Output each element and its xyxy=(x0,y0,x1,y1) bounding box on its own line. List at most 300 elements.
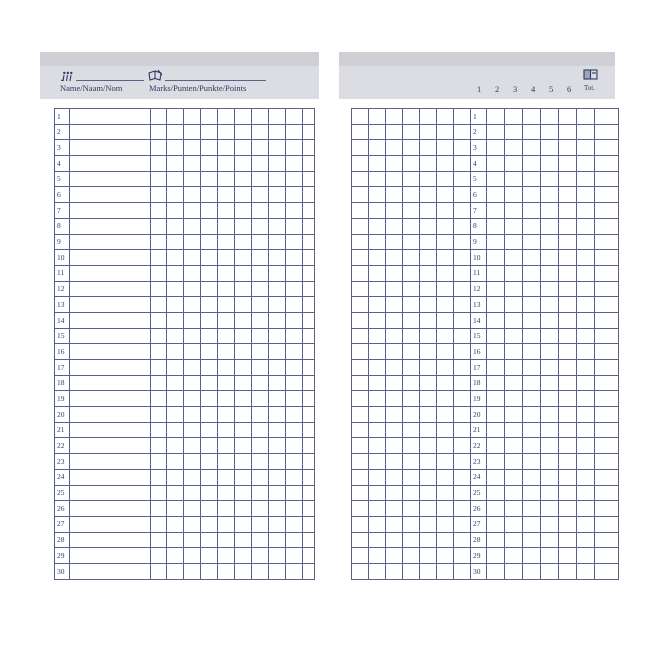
mark-cell[interactable] xyxy=(420,328,437,344)
mark-cell[interactable] xyxy=(437,140,454,156)
mark-cell[interactable] xyxy=(151,501,167,517)
mark-cell[interactable] xyxy=(286,469,303,485)
mark-cell[interactable] xyxy=(252,485,269,501)
mark-cell[interactable] xyxy=(505,187,523,203)
mark-cell[interactable] xyxy=(541,203,559,219)
mark-cell[interactable] xyxy=(487,203,505,219)
mark-cell[interactable] xyxy=(437,375,454,391)
name-cell[interactable] xyxy=(70,156,151,172)
mark-cell[interactable] xyxy=(151,156,167,172)
total-cell[interactable] xyxy=(595,140,619,156)
total-cell[interactable] xyxy=(595,156,619,172)
mark-cell[interactable] xyxy=(218,360,235,376)
mark-cell[interactable] xyxy=(505,501,523,517)
mark-cell[interactable] xyxy=(286,265,303,281)
mark-cell[interactable] xyxy=(252,218,269,234)
mark-cell[interactable] xyxy=(235,156,252,172)
mark-cell[interactable] xyxy=(352,454,369,470)
mark-cell[interactable] xyxy=(403,250,420,266)
mark-cell[interactable] xyxy=(352,203,369,219)
mark-cell[interactable] xyxy=(151,391,167,407)
mark-cell[interactable] xyxy=(541,375,559,391)
mark-cell[interactable] xyxy=(386,407,403,423)
mark-cell[interactable] xyxy=(151,563,167,579)
mark-cell[interactable] xyxy=(487,360,505,376)
mark-cell[interactable] xyxy=(386,438,403,454)
mark-cell[interactable] xyxy=(559,469,577,485)
mark-cell[interactable] xyxy=(218,391,235,407)
mark-cell[interactable] xyxy=(487,312,505,328)
mark-cell[interactable] xyxy=(437,563,454,579)
mark-cell[interactable] xyxy=(252,156,269,172)
mark-cell[interactable] xyxy=(559,344,577,360)
mark-cell[interactable] xyxy=(269,548,286,564)
mark-cell[interactable] xyxy=(487,187,505,203)
mark-cell[interactable] xyxy=(167,375,184,391)
mark-cell[interactable] xyxy=(184,485,201,501)
mark-cell[interactable] xyxy=(269,454,286,470)
mark-cell[interactable] xyxy=(252,281,269,297)
mark-cell[interactable] xyxy=(420,109,437,125)
mark-cell[interactable] xyxy=(577,156,595,172)
total-cell[interactable] xyxy=(595,109,619,125)
mark-cell[interactable] xyxy=(167,328,184,344)
mark-cell[interactable] xyxy=(218,140,235,156)
name-cell[interactable] xyxy=(70,171,151,187)
mark-cell[interactable] xyxy=(369,265,386,281)
mark-cell[interactable] xyxy=(201,156,218,172)
mark-cell[interactable] xyxy=(369,375,386,391)
mark-cell[interactable] xyxy=(403,218,420,234)
name-cell[interactable] xyxy=(70,187,151,203)
mark-cell[interactable] xyxy=(269,469,286,485)
mark-cell[interactable] xyxy=(454,297,471,313)
mark-cell[interactable] xyxy=(559,234,577,250)
mark-cell[interactable] xyxy=(352,391,369,407)
mark-cell[interactable] xyxy=(252,250,269,266)
mark-cell[interactable] xyxy=(437,438,454,454)
mark-cell[interactable] xyxy=(151,234,167,250)
mark-cell[interactable] xyxy=(235,516,252,532)
name-cell[interactable] xyxy=(70,281,151,297)
mark-cell[interactable] xyxy=(403,312,420,328)
mark-cell[interactable] xyxy=(184,454,201,470)
mark-cell[interactable] xyxy=(184,548,201,564)
mark-cell[interactable] xyxy=(151,265,167,281)
mark-cell[interactable] xyxy=(369,203,386,219)
mark-cell[interactable] xyxy=(369,501,386,517)
mark-cell[interactable] xyxy=(523,250,541,266)
mark-cell[interactable] xyxy=(201,187,218,203)
mark-cell[interactable] xyxy=(559,312,577,328)
mark-cell[interactable] xyxy=(352,171,369,187)
mark-cell[interactable] xyxy=(577,391,595,407)
mark-cell[interactable] xyxy=(523,312,541,328)
mark-cell[interactable] xyxy=(559,360,577,376)
mark-cell[interactable] xyxy=(151,281,167,297)
mark-cell[interactable] xyxy=(577,360,595,376)
mark-cell[interactable] xyxy=(269,281,286,297)
mark-cell[interactable] xyxy=(167,438,184,454)
mark-cell[interactable] xyxy=(420,532,437,548)
mark-cell[interactable] xyxy=(577,516,595,532)
mark-cell[interactable] xyxy=(505,265,523,281)
mark-cell[interactable] xyxy=(403,422,420,438)
mark-cell[interactable] xyxy=(437,187,454,203)
mark-cell[interactable] xyxy=(369,532,386,548)
mark-cell[interactable] xyxy=(151,203,167,219)
mark-cell[interactable] xyxy=(505,156,523,172)
mark-cell[interactable] xyxy=(523,454,541,470)
mark-cell[interactable] xyxy=(167,234,184,250)
mark-cell[interactable] xyxy=(487,422,505,438)
mark-cell[interactable] xyxy=(184,281,201,297)
mark-cell[interactable] xyxy=(437,454,454,470)
mark-cell[interactable] xyxy=(577,312,595,328)
mark-cell[interactable] xyxy=(252,140,269,156)
mark-cell[interactable] xyxy=(286,563,303,579)
mark-cell[interactable] xyxy=(420,203,437,219)
mark-cell[interactable] xyxy=(167,156,184,172)
mark-cell[interactable] xyxy=(252,563,269,579)
mark-cell[interactable] xyxy=(437,218,454,234)
mark-cell[interactable] xyxy=(541,438,559,454)
mark-cell[interactable] xyxy=(559,328,577,344)
total-cell[interactable] xyxy=(595,375,619,391)
mark-cell[interactable] xyxy=(369,156,386,172)
mark-cell[interactable] xyxy=(437,281,454,297)
mark-cell[interactable] xyxy=(218,438,235,454)
mark-cell[interactable] xyxy=(286,422,303,438)
mark-cell[interactable] xyxy=(151,360,167,376)
mark-cell[interactable] xyxy=(523,265,541,281)
mark-cell[interactable] xyxy=(235,469,252,485)
mark-cell[interactable] xyxy=(420,407,437,423)
mark-cell[interactable] xyxy=(218,156,235,172)
mark-cell[interactable] xyxy=(201,344,218,360)
mark-cell[interactable] xyxy=(167,218,184,234)
name-cell[interactable] xyxy=(70,265,151,281)
mark-cell[interactable] xyxy=(487,265,505,281)
mark-cell[interactable] xyxy=(352,312,369,328)
mark-cell[interactable] xyxy=(269,344,286,360)
mark-cell[interactable] xyxy=(286,218,303,234)
mark-cell[interactable] xyxy=(487,563,505,579)
mark-cell[interactable] xyxy=(559,501,577,517)
mark-cell[interactable] xyxy=(252,265,269,281)
mark-cell[interactable] xyxy=(184,360,201,376)
mark-cell[interactable] xyxy=(201,360,218,376)
mark-cell[interactable] xyxy=(541,124,559,140)
mark-cell[interactable] xyxy=(559,407,577,423)
mark-cell[interactable] xyxy=(487,250,505,266)
mark-cell[interactable] xyxy=(184,265,201,281)
mark-cell[interactable] xyxy=(252,501,269,517)
mark-cell[interactable] xyxy=(523,156,541,172)
mark-cell[interactable] xyxy=(505,563,523,579)
total-cell[interactable] xyxy=(595,438,619,454)
mark-cell[interactable] xyxy=(303,218,315,234)
mark-cell[interactable] xyxy=(352,265,369,281)
mark-cell[interactable] xyxy=(505,516,523,532)
mark-cell[interactable] xyxy=(269,234,286,250)
mark-cell[interactable] xyxy=(437,297,454,313)
mark-cell[interactable] xyxy=(167,422,184,438)
mark-cell[interactable] xyxy=(151,312,167,328)
mark-cell[interactable] xyxy=(151,124,167,140)
total-cell[interactable] xyxy=(595,454,619,470)
mark-cell[interactable] xyxy=(286,203,303,219)
mark-cell[interactable] xyxy=(386,187,403,203)
name-cell[interactable] xyxy=(70,234,151,250)
mark-cell[interactable] xyxy=(286,187,303,203)
mark-cell[interactable] xyxy=(303,265,315,281)
name-cell[interactable] xyxy=(70,360,151,376)
mark-cell[interactable] xyxy=(269,203,286,219)
mark-cell[interactable] xyxy=(386,109,403,125)
mark-cell[interactable] xyxy=(369,187,386,203)
total-cell[interactable] xyxy=(595,250,619,266)
mark-cell[interactable] xyxy=(235,501,252,517)
mark-cell[interactable] xyxy=(303,156,315,172)
mark-cell[interactable] xyxy=(201,250,218,266)
mark-cell[interactable] xyxy=(303,548,315,564)
mark-cell[interactable] xyxy=(218,124,235,140)
mark-cell[interactable] xyxy=(286,297,303,313)
mark-cell[interactable] xyxy=(167,124,184,140)
mark-cell[interactable] xyxy=(386,234,403,250)
mark-cell[interactable] xyxy=(487,391,505,407)
mark-cell[interactable] xyxy=(420,312,437,328)
mark-cell[interactable] xyxy=(269,516,286,532)
mark-cell[interactable] xyxy=(151,548,167,564)
mark-cell[interactable] xyxy=(201,422,218,438)
mark-cell[interactable] xyxy=(403,281,420,297)
mark-cell[interactable] xyxy=(252,124,269,140)
mark-cell[interactable] xyxy=(437,516,454,532)
mark-cell[interactable] xyxy=(454,391,471,407)
mark-cell[interactable] xyxy=(559,265,577,281)
mark-cell[interactable] xyxy=(235,281,252,297)
mark-cell[interactable] xyxy=(303,375,315,391)
mark-cell[interactable] xyxy=(303,344,315,360)
mark-cell[interactable] xyxy=(454,344,471,360)
mark-cell[interactable] xyxy=(369,140,386,156)
mark-cell[interactable] xyxy=(201,548,218,564)
mark-cell[interactable] xyxy=(505,422,523,438)
mark-cell[interactable] xyxy=(487,344,505,360)
mark-cell[interactable] xyxy=(403,171,420,187)
mark-cell[interactable] xyxy=(523,563,541,579)
mark-cell[interactable] xyxy=(577,407,595,423)
mark-cell[interactable] xyxy=(269,375,286,391)
mark-cell[interactable] xyxy=(201,124,218,140)
mark-cell[interactable] xyxy=(577,375,595,391)
name-cell[interactable] xyxy=(70,124,151,140)
mark-cell[interactable] xyxy=(252,422,269,438)
mark-cell[interactable] xyxy=(303,124,315,140)
mark-cell[interactable] xyxy=(454,218,471,234)
mark-cell[interactable] xyxy=(286,391,303,407)
mark-cell[interactable] xyxy=(487,454,505,470)
mark-cell[interactable] xyxy=(352,124,369,140)
mark-cell[interactable] xyxy=(487,156,505,172)
mark-cell[interactable] xyxy=(369,438,386,454)
mark-cell[interactable] xyxy=(151,469,167,485)
mark-cell[interactable] xyxy=(386,485,403,501)
mark-cell[interactable] xyxy=(386,328,403,344)
mark-cell[interactable] xyxy=(167,250,184,266)
mark-cell[interactable] xyxy=(201,328,218,344)
mark-cell[interactable] xyxy=(167,548,184,564)
mark-cell[interactable] xyxy=(303,187,315,203)
mark-cell[interactable] xyxy=(369,454,386,470)
mark-cell[interactable] xyxy=(286,250,303,266)
mark-cell[interactable] xyxy=(269,501,286,517)
mark-cell[interactable] xyxy=(523,469,541,485)
mark-cell[interactable] xyxy=(286,171,303,187)
mark-cell[interactable] xyxy=(369,328,386,344)
mark-cell[interactable] xyxy=(559,124,577,140)
mark-cell[interactable] xyxy=(252,454,269,470)
mark-cell[interactable] xyxy=(235,360,252,376)
mark-cell[interactable] xyxy=(286,328,303,344)
mark-cell[interactable] xyxy=(454,156,471,172)
mark-cell[interactable] xyxy=(167,501,184,517)
mark-cell[interactable] xyxy=(369,124,386,140)
mark-cell[interactable] xyxy=(403,469,420,485)
mark-cell[interactable] xyxy=(352,422,369,438)
mark-cell[interactable] xyxy=(523,187,541,203)
mark-cell[interactable] xyxy=(184,234,201,250)
mark-cell[interactable] xyxy=(420,218,437,234)
mark-cell[interactable] xyxy=(218,281,235,297)
mark-cell[interactable] xyxy=(235,328,252,344)
mark-cell[interactable] xyxy=(269,407,286,423)
mark-cell[interactable] xyxy=(505,485,523,501)
mark-cell[interactable] xyxy=(523,203,541,219)
mark-cell[interactable] xyxy=(184,438,201,454)
mark-cell[interactable] xyxy=(386,532,403,548)
name-cell[interactable] xyxy=(70,501,151,517)
mark-cell[interactable] xyxy=(420,250,437,266)
total-cell[interactable] xyxy=(595,281,619,297)
mark-cell[interactable] xyxy=(437,312,454,328)
mark-cell[interactable] xyxy=(487,516,505,532)
mark-cell[interactable] xyxy=(269,124,286,140)
name-cell[interactable] xyxy=(70,218,151,234)
mark-cell[interactable] xyxy=(577,563,595,579)
mark-cell[interactable] xyxy=(541,265,559,281)
mark-cell[interactable] xyxy=(454,250,471,266)
mark-cell[interactable] xyxy=(201,375,218,391)
mark-cell[interactable] xyxy=(487,234,505,250)
total-cell[interactable] xyxy=(595,234,619,250)
mark-cell[interactable] xyxy=(420,516,437,532)
mark-cell[interactable] xyxy=(286,438,303,454)
mark-cell[interactable] xyxy=(369,297,386,313)
mark-cell[interactable] xyxy=(577,438,595,454)
total-cell[interactable] xyxy=(595,469,619,485)
mark-cell[interactable] xyxy=(403,485,420,501)
mark-cell[interactable] xyxy=(559,140,577,156)
mark-cell[interactable] xyxy=(386,281,403,297)
mark-cell[interactable] xyxy=(437,391,454,407)
mark-cell[interactable] xyxy=(151,407,167,423)
mark-cell[interactable] xyxy=(167,140,184,156)
mark-cell[interactable] xyxy=(286,485,303,501)
mark-cell[interactable] xyxy=(352,375,369,391)
mark-cell[interactable] xyxy=(184,187,201,203)
name-cell[interactable] xyxy=(70,485,151,501)
mark-cell[interactable] xyxy=(252,297,269,313)
mark-cell[interactable] xyxy=(218,454,235,470)
mark-cell[interactable] xyxy=(369,344,386,360)
mark-cell[interactable] xyxy=(235,344,252,360)
mark-cell[interactable] xyxy=(167,109,184,125)
mark-cell[interactable] xyxy=(437,250,454,266)
mark-cell[interactable] xyxy=(559,203,577,219)
name-cell[interactable] xyxy=(70,422,151,438)
mark-cell[interactable] xyxy=(269,171,286,187)
total-cell[interactable] xyxy=(595,124,619,140)
mark-cell[interactable] xyxy=(437,407,454,423)
mark-cell[interactable] xyxy=(218,297,235,313)
mark-cell[interactable] xyxy=(386,360,403,376)
mark-cell[interactable] xyxy=(541,407,559,423)
mark-cell[interactable] xyxy=(218,516,235,532)
mark-cell[interactable] xyxy=(252,469,269,485)
mark-cell[interactable] xyxy=(269,422,286,438)
mark-cell[interactable] xyxy=(303,438,315,454)
mark-cell[interactable] xyxy=(286,344,303,360)
mark-cell[interactable] xyxy=(454,422,471,438)
mark-cell[interactable] xyxy=(252,328,269,344)
mark-cell[interactable] xyxy=(218,218,235,234)
mark-cell[interactable] xyxy=(541,391,559,407)
mark-cell[interactable] xyxy=(559,187,577,203)
mark-cell[interactable] xyxy=(235,265,252,281)
mark-cell[interactable] xyxy=(541,297,559,313)
name-cell[interactable] xyxy=(70,140,151,156)
mark-cell[interactable] xyxy=(218,250,235,266)
mark-cell[interactable] xyxy=(523,281,541,297)
mark-cell[interactable] xyxy=(386,297,403,313)
mark-cell[interactable] xyxy=(541,281,559,297)
mark-cell[interactable] xyxy=(523,501,541,517)
mark-cell[interactable] xyxy=(541,516,559,532)
mark-cell[interactable] xyxy=(403,109,420,125)
mark-cell[interactable] xyxy=(201,140,218,156)
mark-cell[interactable] xyxy=(541,501,559,517)
mark-cell[interactable] xyxy=(541,140,559,156)
mark-cell[interactable] xyxy=(286,140,303,156)
mark-cell[interactable] xyxy=(167,171,184,187)
mark-cell[interactable] xyxy=(151,454,167,470)
mark-cell[interactable] xyxy=(386,265,403,281)
mark-cell[interactable] xyxy=(386,140,403,156)
mark-cell[interactable] xyxy=(303,407,315,423)
mark-cell[interactable] xyxy=(420,234,437,250)
mark-cell[interactable] xyxy=(403,563,420,579)
mark-cell[interactable] xyxy=(386,548,403,564)
mark-cell[interactable] xyxy=(184,140,201,156)
mark-cell[interactable] xyxy=(559,297,577,313)
mark-cell[interactable] xyxy=(577,203,595,219)
mark-cell[interactable] xyxy=(403,375,420,391)
mark-cell[interactable] xyxy=(218,375,235,391)
mark-cell[interactable] xyxy=(577,548,595,564)
